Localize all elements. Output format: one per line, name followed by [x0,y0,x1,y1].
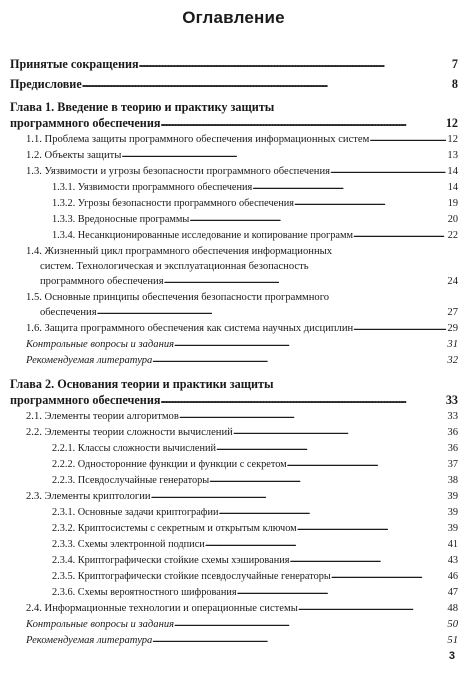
dot-leader [233,427,447,437]
toc-entry-page: 47 [447,587,458,598]
toc-entry-title: 1.3.1. Уязвимости программного обеспечения [52,182,253,193]
dot-leader [121,150,446,160]
toc-entry[interactable] [26,323,458,334]
toc-entry[interactable] [40,307,458,318]
toc-entry-page: 39 [447,507,458,518]
toc-entry[interactable] [52,523,458,534]
toc-entry[interactable] [10,77,458,92]
toc-entry[interactable] [52,198,458,209]
dot-leader [160,116,444,130]
toc-entry-page: 12 [445,116,458,130]
dot-leader [209,475,447,485]
dot-leader [289,555,446,565]
dot-leader [160,393,444,407]
dot-leader [205,539,447,549]
toc-entry-page: 48 [447,603,458,614]
toc-entry[interactable] [52,571,458,582]
dot-leader [152,355,446,365]
toc-entry-title: 2.3. Элементы криптологии [26,491,151,502]
toc-entry-line: систем. Технологическая и эксплуатационная безопасность [40,261,309,272]
dot-leader [287,459,447,469]
toc-entry-page: 43 [447,555,458,566]
toc-entry[interactable] [52,214,458,225]
toc-entry-page: 22 [447,230,458,241]
dot-leader [331,571,447,581]
dot-leader [139,57,451,71]
toc-entry-page: 27 [447,307,458,318]
toc-entry-page: 32 [447,355,458,366]
toc-entry[interactable] [10,57,458,72]
toc-entry-title: 2.2.2. Односторонние функции и функции с секретом [52,459,287,470]
toc-entry-line: 1.5. Основные принципы обеспечения безопасности программного [26,292,330,303]
page-number: 3 [448,650,455,662]
toc-entry-line: 1.4. Жизненный цикл программного обеспечения информационных [26,246,333,257]
toc-entry-page: 20 [447,214,458,225]
toc-entry-title: программного обеспечения [10,393,161,407]
toc-entry-title: 1.3.3. Вредоносные программы [52,214,190,225]
toc-entry[interactable] [26,603,458,614]
dot-leader [252,182,446,192]
toc-entry-title: 2.2.1. Классы сложности вычислений [52,443,217,454]
page-title: Оглавление [182,8,285,27]
toc-entry-page: 19 [447,198,458,209]
toc-entry-title: 2.2. Элементы теории сложности вычислений [26,427,233,438]
toc-entry[interactable] [26,635,458,646]
toc-entry-title: 1.6. Защита программного обеспечения как система научных дисциплин [26,323,354,334]
dot-leader [353,230,447,240]
dot-leader [294,198,447,208]
toc-entry-title: 1.3. Уязвимости и угрозы безопасности программного обеспечения [26,166,331,177]
dot-leader [174,619,446,629]
dot-leader [353,323,446,333]
toc-entry-title: 2.3.3. Схемы электронной подписи [52,539,205,550]
toc-entry-title: программного обеспечения [40,276,164,287]
toc-entry-page: 39 [447,523,458,534]
toc-entry-title: программного обеспечения [10,116,161,130]
dot-leader [369,134,446,144]
toc-entry-page: 33 [445,393,458,407]
toc-entry[interactable] [26,491,458,502]
dot-leader [297,523,447,533]
toc-entry[interactable] [52,555,458,566]
toc-entry-chapter-2[interactable] [10,393,458,408]
dot-leader [151,491,447,501]
toc-entry-title: 2.3.5. Криптографически стойкие псевдослучайные генераторы [52,571,331,582]
chapter-heading-line: Глава 2. Основания теории и практики защиты [10,377,274,391]
dot-leader [174,339,446,349]
toc-entry-page: 12 [447,134,458,145]
dot-leader [216,443,447,453]
toc-entry-page: 39 [447,491,458,502]
dot-leader [298,603,447,613]
toc-entry[interactable] [52,475,458,486]
toc-entry-page: 37 [447,459,458,470]
toc-entry-title: Предисловие [10,77,82,91]
toc-entry[interactable] [26,619,458,630]
toc-entry-page: 29 [447,323,458,334]
dot-leader [152,635,446,645]
toc-entry[interactable] [52,443,458,454]
dot-leader [218,507,446,517]
toc-entry-page: 46 [447,571,458,582]
dot-leader [97,307,447,317]
toc-entry[interactable] [52,539,458,550]
toc-entry-page: 50 [447,619,458,630]
toc-entry-page: 41 [447,539,458,550]
dot-leader [164,276,447,286]
toc-entry[interactable] [26,166,458,177]
dot-leader [330,166,446,176]
toc-entry-chapter-1[interactable] [10,116,458,131]
toc-entry-title: 2.3.1. Основные задачи криптографии [52,507,219,518]
toc-entry-title: 1.3.4. Несанкционированные исследование и копирование программ [52,230,353,241]
toc-entry-page: 14 [447,166,458,177]
toc-entry-page: 51 [447,635,458,646]
toc-entry-title: Контрольные вопросы и задания [26,339,175,350]
toc-entry-title: Принятые сокращения [10,57,139,71]
dot-leader [189,214,446,224]
toc-entry-title: 2.3.2. Криптосистемы с секретным и открытым ключом [52,523,297,534]
toc-entry[interactable] [52,230,458,241]
toc-entry-page: 24 [447,276,458,287]
toc-entry-title: 2.3.6. Схемы вероятностного шифрования [52,587,237,598]
toc-entry-page: 38 [447,475,458,486]
toc-entry[interactable] [52,587,458,598]
toc-entry-title: 1.3.2. Угрозы безопасности программного обеспечения [52,198,294,209]
toc-entry-title: Рекомендуемая литература [26,355,153,366]
toc-entry[interactable] [52,459,458,470]
toc-entry-page: 14 [447,182,458,193]
toc-entry[interactable] [26,411,458,422]
toc-entry-title: 2.4. Информационные технологии и операционные системы [26,603,298,614]
toc-entry-title: 2.2.3. Псевдослучайные генераторы [52,475,210,486]
dot-leader [82,77,451,91]
toc-entry-title: 2.1. Элементы теории алгоритмов [26,411,179,422]
toc-entry-page: 13 [447,150,458,161]
toc-entry[interactable] [26,427,458,438]
toc-entry[interactable] [52,507,458,518]
toc-entry[interactable] [26,355,458,366]
toc-entry[interactable] [40,276,458,287]
toc-entry-page: 36 [447,443,458,454]
toc-entry-page: 7 [451,57,458,71]
toc-entry-title: 1.2. Объекты защиты [26,150,122,161]
toc-entry-page: 8 [451,77,458,91]
dot-leader [179,411,447,421]
toc-entry[interactable] [26,339,458,350]
toc-entry-page: 33 [447,411,458,422]
toc-entry[interactable] [26,150,458,161]
toc-entry-title: обеспечения [40,307,97,318]
toc-entry[interactable] [26,134,458,145]
toc-entry-page: 31 [447,339,458,350]
toc-entry-title: Рекомендуемая литература [26,635,153,646]
toc-entry[interactable] [52,182,458,193]
toc-entry-title: Контрольные вопросы и задания [26,619,175,630]
dot-leader [237,587,447,597]
toc-entry-page: 36 [447,427,458,438]
chapter-heading-line: Глава 1. Введение в теорию и практику защиты [10,100,275,114]
toc-entry-title: 1.1. Проблема защиты программного обеспечения информационных систем [26,134,370,145]
toc-entry-title: 2.3.4. Криптографически стойкие схемы хэширования [52,555,290,566]
